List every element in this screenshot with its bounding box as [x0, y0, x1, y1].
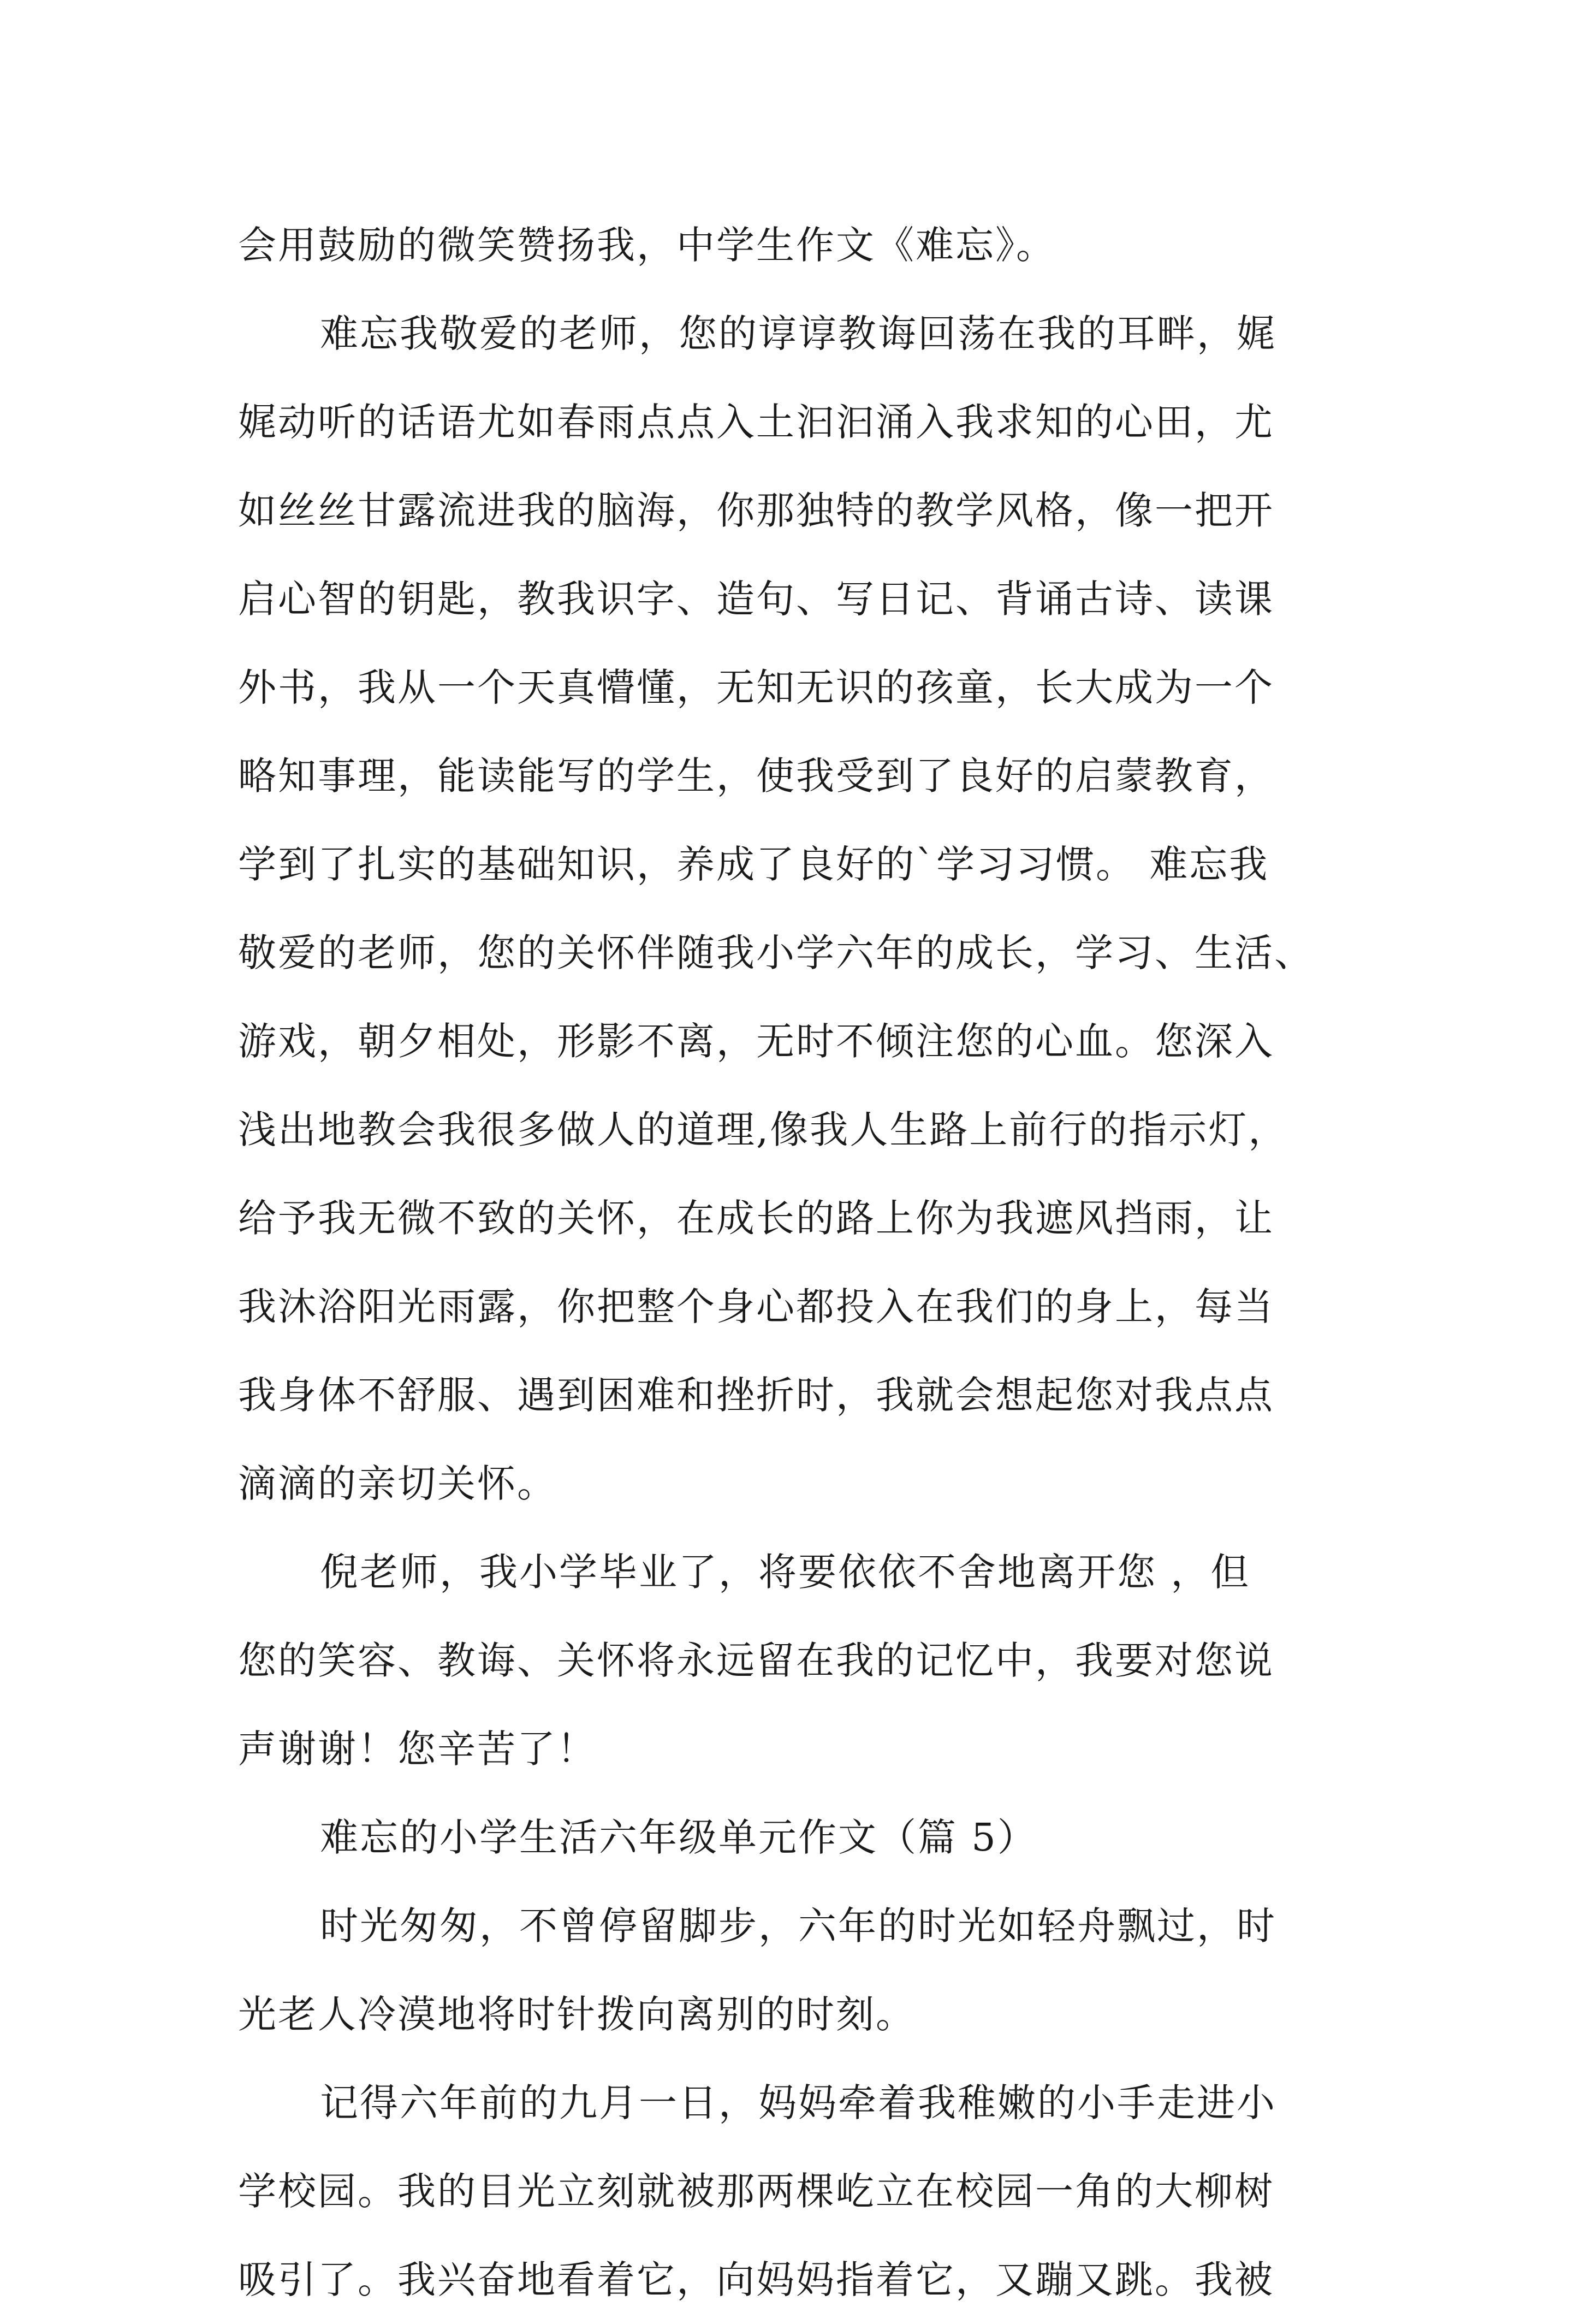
text-line: 光老人冷漠地将时针拨向离别的时刻。 — [238, 1992, 916, 2037]
text-line: 略知事理，能读能写的学生，使我受到了良好的启蒙教育， — [238, 754, 1274, 798]
paragraph-start-line: 倪老师，我小学毕业了，将要依依不舍地离开您 ，但 — [320, 1550, 1251, 1594]
text-line: 外书，我从一个天真懵懂，无知无识的孩童，长大成为一个 — [238, 665, 1274, 710]
text-line: 敬爱的老师，您的关怀伴随我小学六年的成长，学习、生活、 — [238, 930, 1314, 975]
text-line: 学到了扎实的基础知识，养成了良好的`学习习惯。 难忘我 — [238, 842, 1269, 887]
paragraph-start-line: 难忘我敬爱的老师，您的谆谆教诲回荡在我的耳畔，娓 — [320, 311, 1276, 356]
text-line: 我身体不舒服、遇到困难和挫折时，我就会想起您对我点点 — [238, 1373, 1274, 1418]
text-line: 给予我无微不致的关怀，在成长的路上你为我遮风挡雨，让 — [238, 1196, 1274, 1241]
text-line: 学校园。我的目光立刻就被那两棵屹立在校园一角的大柳树 — [238, 2169, 1274, 2214]
text-line: 游戏，朝夕相处，形影不离，无时不倾注您的心血。您深入 — [238, 1019, 1274, 1064]
text-line: 启心智的钥匙，教我识字、造句、写日记、背诵古诗、读课 — [238, 577, 1274, 621]
text-line: 娓动听的话语尤如春雨点点入土汩汩涌入我求知的心田，尤 — [238, 400, 1274, 444]
section-heading: 难忘的小学生活六年级单元作文（篇 5） — [320, 1815, 1037, 1860]
text-line: 如丝丝甘露流进我的脑海，你那独特的教学风格，像一把开 — [238, 488, 1274, 533]
text-line: 声谢谢！您辛苦了！ — [238, 1727, 597, 1771]
paragraph-start-line: 记得六年前的九月一日，妈妈牵着我稚嫩的小手走进小 — [320, 2080, 1276, 2125]
paragraph-start-line: 时光匆匆，不曾停留脚步，六年的时光如轻舟飘过，时 — [320, 1904, 1276, 1948]
text-line: 滴滴的亲切关怀。 — [238, 1461, 557, 1506]
text-line: 浅出地教会我很多做人的道理,像我人生路上前行的指示灯， — [238, 1107, 1288, 1152]
essay-body — [238, 201, 1352, 2324]
text-line: 您的笑容、教诲、关怀将永远留在我的记忆中，我要对您说 — [238, 1638, 1274, 1683]
text-line: 吸引了。我兴奋地看着它，向妈妈指着它，又蹦又跳。我被 — [238, 2257, 1274, 2302]
text-line: 会用鼓励的微笑赞扬我，中学生作文《难忘》。 — [238, 223, 1056, 268]
text-line: 我沐浴阳光雨露，你把整个身心都投入在我们的身上，每当 — [238, 1284, 1274, 1329]
